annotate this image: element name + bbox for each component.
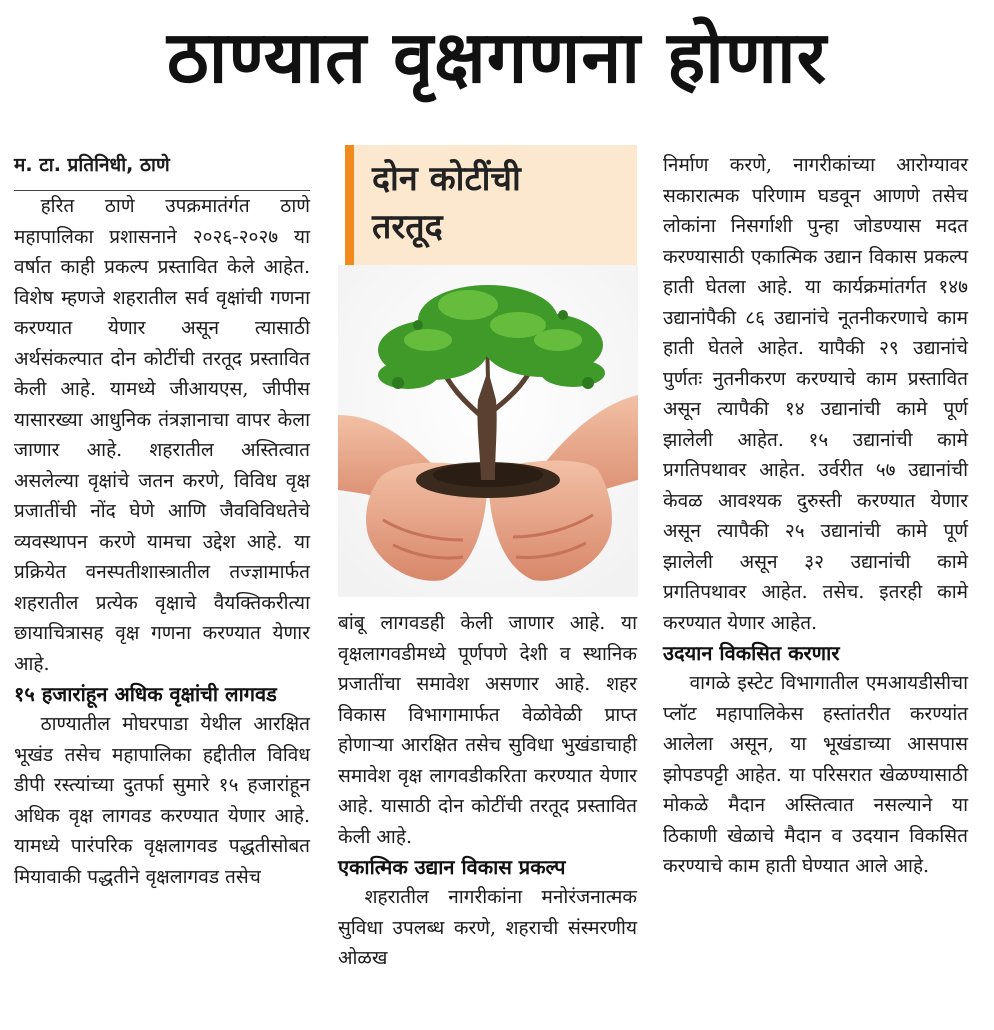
column-3-paragraph-1: निर्माण करणे, नागरीकांच्या आरोग्यावर सकारात्मक परिणाम घडवून आणणे तसेच लोकांना निसर्गाशी पुन्हा जोडण्यास मदत करण्यासाठी एकात्मिक उद्यान विकास प्रकल्प हाती घेतला आहे. या कार्यक्रमांतर्गत १४७ उद्यानांपैकी ८६ उद्यानांचे नूतनीकरणाचे काम हाती घेतले आहेत. यापैकी २९ उद्यानांचे पुर्णतः नुतनीकरण करण्याचे काम प्रस्तावित असून त्यापैकी १४ उद्यानांची कामे पूर्ण झालेली आहेत. १५ उद्यानांची कामे प्रगतिपथावर आहेत. उर्वरीत ५७ उद्यानांची केवळ आवश्यक दुरुस्ती करण्यात येणार असून त्यापैकी २५ उद्यानांची कामे पूर्ण झालेली असून ३२ उद्यानांची कामे प्रगतिपथावर आहेत. तसेच. इतरही कामे करण्यात येणार आहेत. (663, 154, 968, 634)
column-2 (338, 608, 637, 974)
column-3-subheading: उदयान विकसित करणार (663, 641, 840, 665)
byline: म. टा. प्रतिनिधी, ठाणे (14, 150, 310, 191)
tree-in-hands-illustration (338, 265, 638, 597)
column-1-paragraph-2: ठाण्यातील मोघरपाडा येथील आरक्षित भूखंड तसेच महापालिका हद्दीतील विविध डीपी रस्त्यांच्या दुतर्फा सुमारे १५ हजारांहून अधिक वृक्ष लागवड करण्यात येणार आहे. यामध्ये पारंपरिक वृक्षलागवड पद्धतीसोबत मियावाकी पद्धतीने वृक्षलागवड तसेच (14, 713, 310, 888)
column-3-paragraph-2: वागळे इस्टेट विभागातील एमआयडीसीचा प्लॉट महापालिकेस हस्तांतरीत करण्यांत आलेला असून, या भूखंडाच्या आसपास झोपडपट्टी आहेत. या परिसरात खेळण्यासाठी मोकळे मैदान अस्तित्वात नसल्याने या ठिकाणी खेळाचे मैदान व उदयान विकसित करण्याचे काम हाती घेण्यात आले आहे. (663, 672, 968, 877)
callout-line-2: तरतूद (372, 207, 443, 247)
column-2-paragraph-2: शहरातील नागरीकांना मनोरंजनात्मक सुविधा उपलब्ध करणे, शहराची संस्मरणीय ओळख (338, 886, 637, 969)
column-2-subheading: एकात्मिक उद्यान विकास प्रकल्प (338, 855, 566, 879)
column-2-paragraph-1: बांबू लागवडही केली जाणार आहे. या वृक्षलागवडीमध्ये पूर्णपणे देशी व स्थानिक प्रजातींचा समावेश असणार आहे. शहर विकास विभागामार्फत वेळोवेळी प्राप्त होणाऱ्या आरक्षित तसेच सुविधा भुखंडाचाही समावेश वृक्ष लागवडीकरिता करण्यात येणार आहे. यासाठी दोन कोटींची तरतूद प्रस्तावित केली आहे. (338, 612, 637, 848)
tree-in-hands-photo (338, 265, 638, 597)
callout-box (345, 145, 637, 265)
headline: ठाण्यात वृक्षगणना होणार (166, 15, 828, 99)
column-1 (14, 150, 310, 892)
column-1-paragraph-1: हरित ठाणे उपक्रमातंर्गत ठाणे महापालिका प्रशासनाने २०२६-२०२७ या वर्षात काही प्रकल्प प्रस्तावित केले आहेत. विशेष म्हणजे शहरातील सर्व वृक्षांची गणना करण्यात येणार असून त्यासाठी अर्थसंकल्पात दोन कोटींची तरतूद प्रस्तावित केली आहे. यामध्ये जीआयएस, जीपीस यासारख्या आधुनिक तंत्रज्ञानाचा वापर केला जाणार आहे. शहरातील अस्तित्वात असलेल्या वृक्षांचे जतन करणे, विविध वृक्ष प्रजातींची नोंद घेणे आणि जैवविविधतेचे व्यवस्थापन करणे यामचा उद्देश आहे. या प्रक्रियेत वनस्पतीशास्त्रातील तज्ज्ञामार्फत शहरातील प्रत्येक वृक्षाचे वैयक्तिकरीत्या छायाचित्रासह वृक्ष गणना करण्यात येणार आहे. (14, 195, 310, 675)
callout-line-1: दोन कोटींची (372, 159, 521, 199)
column-1-subheading: १५ हजारांहून अधिक वृक्षांची लागवड (14, 682, 277, 706)
column-3 (663, 150, 968, 882)
